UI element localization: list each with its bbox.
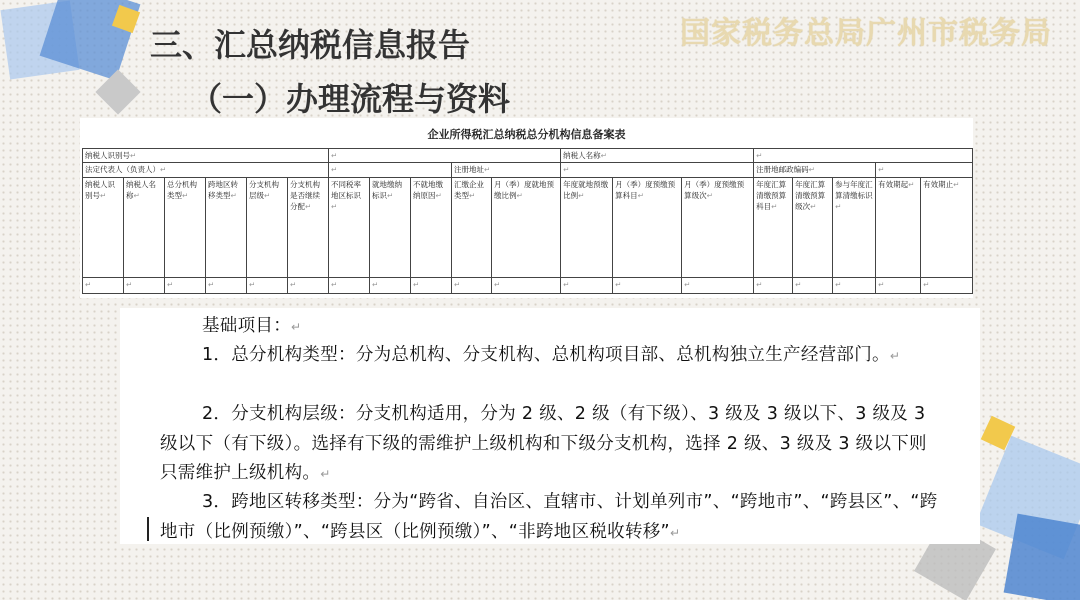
form-header-cell: 参与年度汇算清缴标识↵ (833, 177, 876, 277)
form-cell: ↵ (492, 277, 561, 293)
form-cell: ↵ (613, 277, 682, 293)
decor-square (1004, 514, 1080, 600)
form-cell: ↵ (83, 277, 124, 293)
form-cell: 纳税人名称↵ (561, 149, 754, 163)
form-cell: ↵ (452, 277, 492, 293)
form-header-cell: 有效期止↵ (921, 177, 973, 277)
form-cell: ↵ (247, 277, 288, 293)
form-cell: ↵ (561, 163, 754, 177)
form-cell: ↵ (754, 149, 973, 163)
slide-title: 三、汇总纳税信息报告 (150, 26, 471, 64)
form-image (80, 118, 973, 298)
form-header-cell: 有效期起↵ (876, 177, 921, 277)
form-cell: ↵ (165, 277, 206, 293)
form-header-cell: 月（季）度预缴预算科目↵ (613, 177, 682, 277)
form-cell: ↵ (124, 277, 165, 293)
form-header-cell: 分支机构层级↵ (247, 177, 288, 277)
form-cell: 法定代表人（负责人）↵ (83, 163, 329, 177)
form-cell: ↵ (682, 277, 754, 293)
form-header-cell: 月（季）度预缴预算级次↵ (682, 177, 754, 277)
form-cell: ↵ (793, 277, 833, 293)
form-cell: 纳税人识别号↵ (83, 149, 329, 163)
form-header-cell: 跨地区转移类型↵ (206, 177, 247, 277)
text-paragraph-1: 1．总分机构类型：分为总机构、分支机构、总机构项目部、总机构独立生产经营部门。↵ (202, 345, 901, 365)
form-header-cell: 分支机构是否继续分配↵ (288, 177, 329, 277)
form-cell: ↵ (329, 163, 452, 177)
form-header-cell: 不就地缴纳原因↵ (411, 177, 452, 277)
form-cell: ↵ (206, 277, 247, 293)
form-cell: ↵ (921, 277, 973, 293)
text-cursor (147, 517, 149, 541)
text-paragraph-2: 2．分支机构层级：分支机构适用，分为 2 级、2 级（有下级）、3 级及 3 级以下、3 级及 3 级以下（有下级）。选择有下级的需维护上级机构和下级分支机构，选择 2 级、3 级及 3 级以下则只需维护上级机构。↵ (160, 404, 927, 483)
form-cell: ↵ (561, 277, 613, 293)
form-header-cell: 总分机构类型↵ (165, 177, 206, 277)
form-cell: ↵ (754, 277, 793, 293)
form-header-cell: 年度汇算清缴预算科目↵ (754, 177, 793, 277)
text-paragraph-3: 3．跨地区转移类型：分为“跨省、自治区、直辖市、计划单列市”、“跨地市”、“跨县区”、“跨地市（比例预缴）”、“跨县区（比例预缴）”、“非跨地区税收转移”↵ (160, 492, 938, 542)
form-header-cell: 月（季）度就地预缴比例↵ (492, 177, 561, 277)
watermark: 国家税务总局广州市税务局 (680, 16, 1052, 51)
form-header-cell: 纳税人名称↵ (124, 177, 165, 277)
form-cell: ↵ (288, 277, 329, 293)
form-header-cell: 纳税人识别号↵ (83, 177, 124, 277)
form-cell: ↵ (833, 277, 876, 293)
text-heading: 基础项目：↵ (202, 316, 302, 336)
form-cell: 注册地邮政编码↵ (754, 163, 876, 177)
form-cell: ↵ (329, 277, 370, 293)
form-header-cell: 汇缴企业类型↵ (452, 177, 492, 277)
form-header-cell: 就地缴纳标识↵ (370, 177, 411, 277)
text-image (120, 308, 980, 544)
form-cell: ↵ (370, 277, 411, 293)
form-header-cell: 不同税率地区标识↵ (329, 177, 370, 277)
slide-subtitle: （一）办理流程与资料 (190, 80, 511, 118)
form-cell: ↵ (411, 277, 452, 293)
form-table (82, 148, 973, 294)
form-cell: ↵ (876, 277, 921, 293)
form-header-cell: 年度就地预缴比例↵ (561, 177, 613, 277)
form-header-cell: 年度汇算清缴预算级次↵ (793, 177, 833, 277)
form-title: 企业所得税汇总纳税总分机构信息备案表 (427, 128, 626, 141)
form-cell: 注册地址↵ (452, 163, 561, 177)
form-cell: ↵ (876, 163, 973, 177)
form-cell: ↵ (329, 149, 561, 163)
